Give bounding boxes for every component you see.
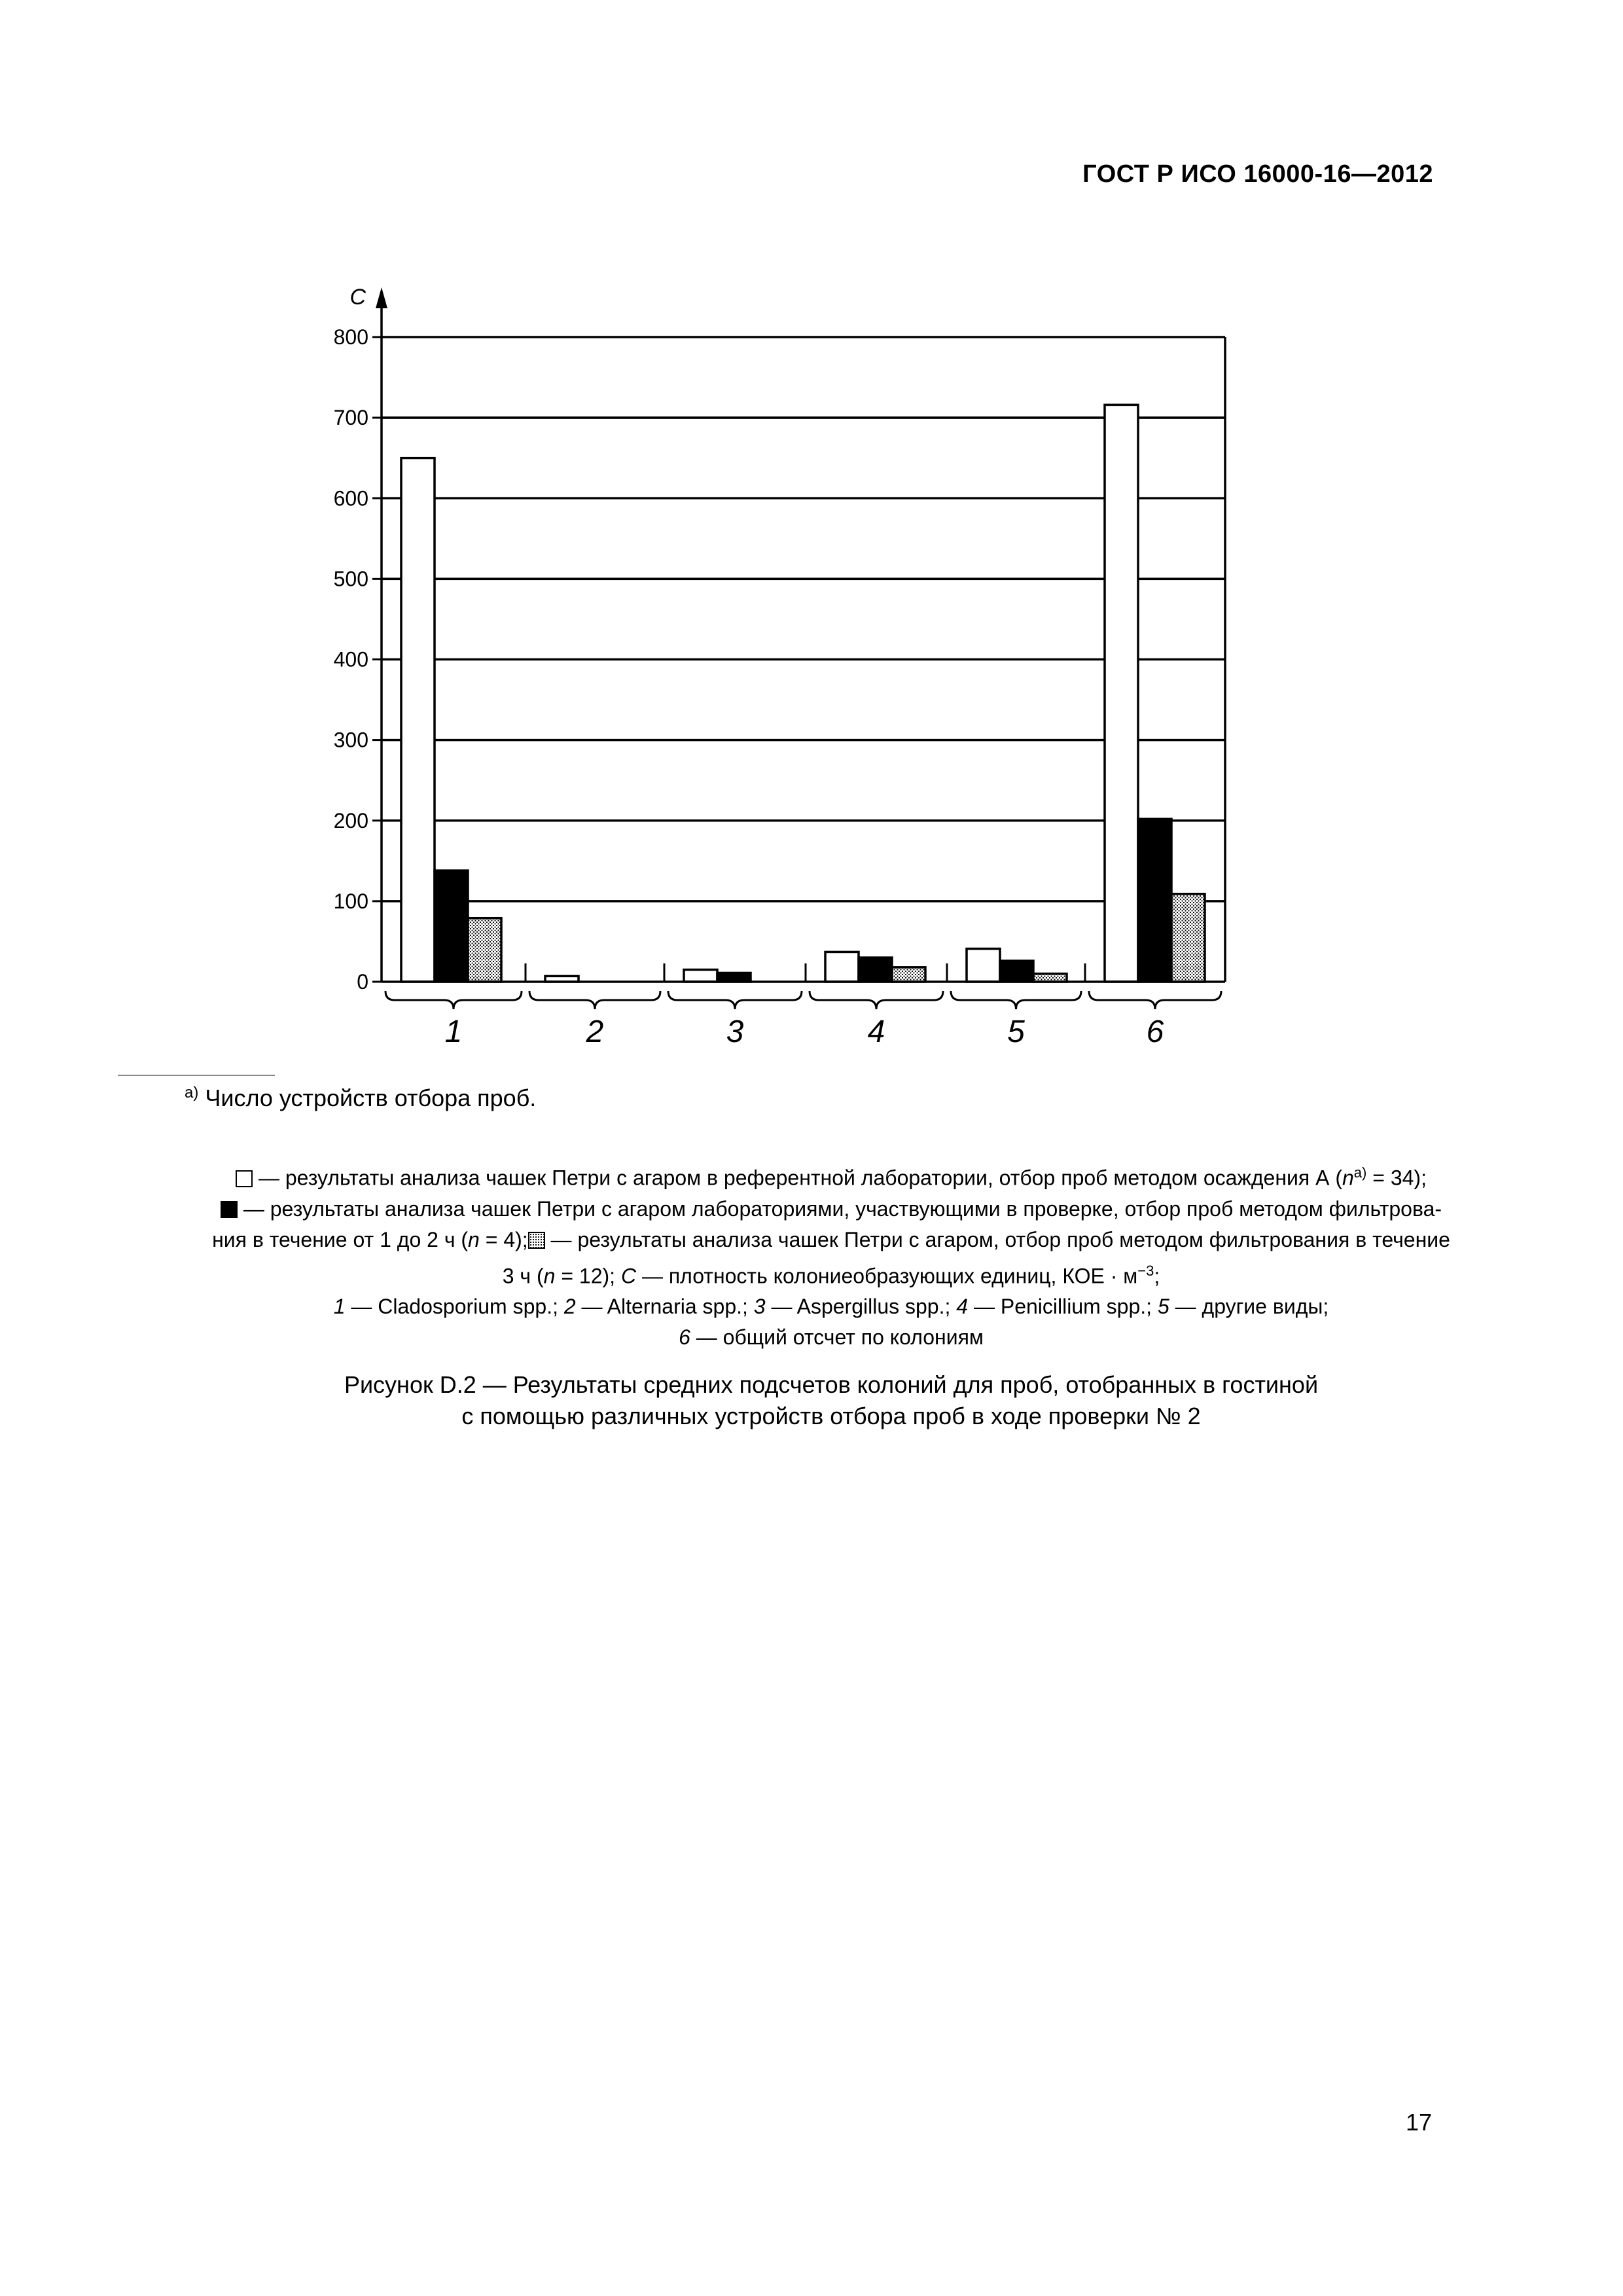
legend-line-6: 6 — общий отсчет по колониям bbox=[679, 1325, 984, 1350]
y-tick-label-0: 0 bbox=[357, 970, 368, 994]
bar-4-dotted bbox=[892, 967, 925, 982]
bar-4-white bbox=[825, 952, 859, 982]
group-brace-6 bbox=[1089, 991, 1221, 1009]
legend-line-5: 1 — Cladosporium spp.; 2 — Alternaria spp.; 3 — Aspergillus spp.; 4 — Penicillium spp.; 5 — другие виды; bbox=[333, 1295, 1329, 1319]
page-number: 17 bbox=[1405, 2109, 1432, 2136]
figure-legend bbox=[98, 1157, 1564, 1353]
bar-chart bbox=[0, 0, 1623, 1060]
y-axis-label: C bbox=[349, 285, 366, 310]
document-header: ГОСТ Р ИСО 16000-16—2012 bbox=[1082, 160, 1433, 188]
category-label-5: 5 bbox=[1007, 1014, 1025, 1049]
group-brace-2 bbox=[529, 991, 660, 1009]
y-tick-label-500: 500 bbox=[333, 567, 368, 591]
bar-5-black bbox=[1000, 961, 1033, 982]
white-bar-swatch-icon bbox=[236, 1170, 253, 1187]
footnote-text: Число устройств отбора проб. bbox=[205, 1085, 537, 1111]
y-tick-label-200: 200 bbox=[333, 808, 368, 833]
black-bar-swatch-icon bbox=[221, 1201, 238, 1218]
group-brace-4 bbox=[810, 991, 943, 1009]
group-brace-1 bbox=[385, 991, 522, 1009]
bar-3-white bbox=[684, 970, 717, 982]
group-brace-3 bbox=[668, 991, 802, 1009]
bar-1-black bbox=[435, 870, 468, 982]
category-label-2: 2 bbox=[586, 1014, 604, 1049]
y-axis-arrow-icon bbox=[376, 287, 387, 308]
category-label-1: 1 bbox=[444, 1014, 463, 1049]
footnote-marker: a) bbox=[185, 1084, 199, 1102]
legend-line-1: — результаты анализа чашек Петри с агаром в референтной лаборатории, отбор проб методом осаждения А $(n^{а)} = 34)$; bbox=[98, 1157, 1564, 1194]
bar-3-black bbox=[717, 973, 751, 982]
group-brace-5 bbox=[951, 991, 1081, 1009]
legend-line-4: 3 ч (n = 12); C — плотность колониеобразующих единиц, КОЕ · $м^{-3}$; bbox=[502, 1262, 1160, 1288]
bar-6-white bbox=[1105, 404, 1138, 982]
bar-1-white bbox=[401, 458, 435, 982]
bar-1-dotted bbox=[468, 918, 501, 982]
footnote bbox=[185, 1084, 536, 1112]
caption-line-2: с помощью различных устройств отбора проб в ходе проверки № 2 bbox=[461, 1403, 1201, 1429]
y-tick-label-800: 800 bbox=[333, 325, 368, 349]
bar-4-black bbox=[859, 958, 892, 982]
legend-line-2: — результаты анализа чашек Петри с агаром лабораториями, участвующими в проверке, отбор проб методом фильтрова- bbox=[98, 1194, 1564, 1225]
caption-line-1: Рисунок D.2 — Результаты средних подсчетов колоний для проб, отобранных в гостиной bbox=[344, 1371, 1319, 1398]
bar-6-black bbox=[1138, 819, 1171, 982]
footnote-rule bbox=[118, 1075, 275, 1076]
bar-6-dotted bbox=[1171, 894, 1205, 982]
y-tick-label-600: 600 bbox=[333, 486, 368, 511]
bar-5-dotted bbox=[1033, 974, 1067, 982]
figure-caption bbox=[98, 1369, 1564, 1432]
category-label-3: 3 bbox=[726, 1014, 744, 1049]
y-tick-label-300: 300 bbox=[333, 728, 368, 752]
y-tick-label-700: 700 bbox=[333, 406, 368, 430]
category-label-4: 4 bbox=[867, 1014, 885, 1049]
y-tick-label-400: 400 bbox=[333, 647, 368, 672]
legend-line-3: ния в течение от 1 до 2 ч (n = 4); — результаты анализа чашек Петри с агаром, отбор проб методом фильтрования в течение bbox=[212, 1227, 1450, 1251]
dotted-bar-swatch-icon bbox=[528, 1232, 545, 1249]
category-label-6: 6 bbox=[1146, 1014, 1164, 1049]
bar-5-white bbox=[967, 949, 1000, 982]
y-tick-label-100: 100 bbox=[333, 889, 368, 913]
